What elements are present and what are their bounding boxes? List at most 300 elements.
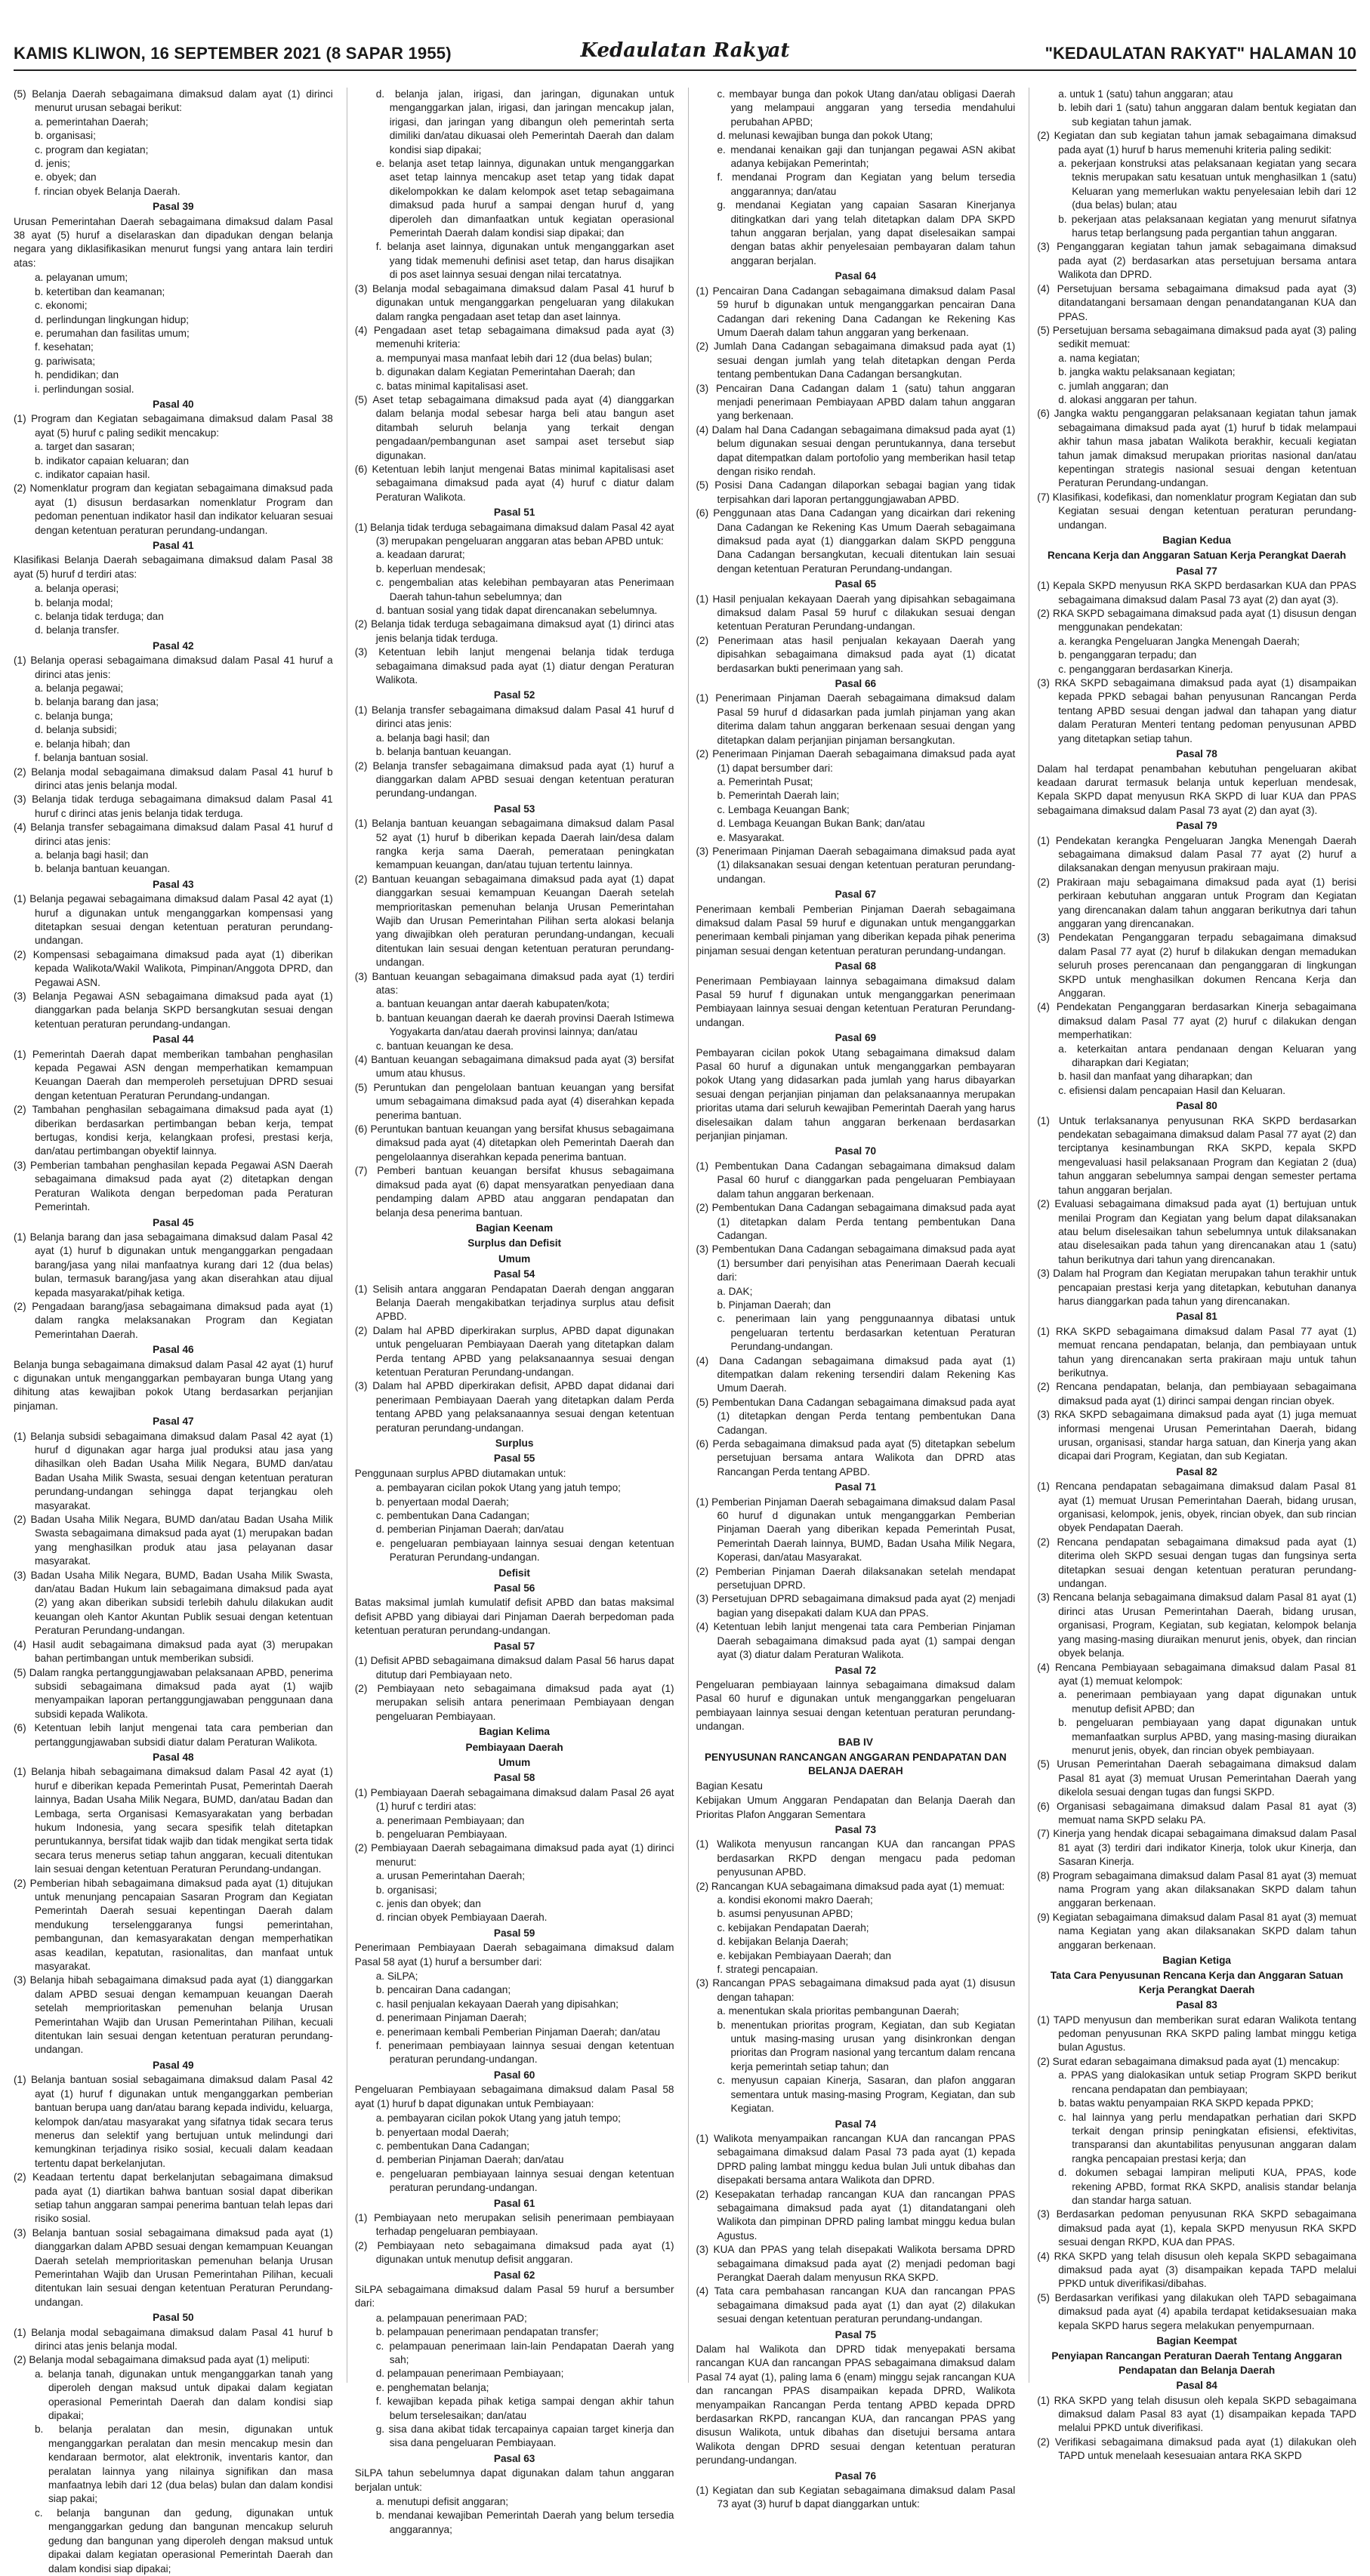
page-header (14, 39, 1356, 71)
list-item: c. Lembaga Keuangan Bank; (717, 803, 850, 815)
list-item: g. mendanai Kegiatan yang capaian Sasaran Kinerjanya ditingkatkan dari yang telah ditetapkan dalam DPA SKPD tahun anggaran berjalan, yang dapat diselesaikan sampai dengan batas akhir penyelesaian pembayaran dalam tahun anggaran berjalan. (717, 199, 1016, 267)
list-item: d. pemberian Pinjaman Daerah; dan/atau (375, 1524, 564, 1536)
clause-item: (1) Belanja bantuan keuangan sebagaimana dimaksud dalam Pasal 52 ayat (1) huruf b diberikan kepada Daerah lain/desa dalam rangka kerja sama Daerah, pemerataan peningkatan kemampuan keuangan, dan/atau tujuan tertentu lainnya. (354, 818, 674, 871)
paragraph: SiLPA tahun sebelumnya dapat digunakan dalam tahun anggaran berjalan untuk: (354, 2467, 674, 2493)
section-heading: Pasal 79 (1176, 820, 1217, 832)
list-item: d. penerimaan Pinjaman Daerah; (375, 2012, 527, 2024)
list-item: b. pencairan Dana cadangan; (375, 1984, 511, 1996)
list-item: d. Lembaga Keuangan Bukan Bank; dan/atau (717, 818, 925, 830)
section-heading: Pasal 69 (835, 1032, 877, 1044)
clause-item: (1) Hasil penjualan kekayaan Daerah yang dipisahkan sebagaimana dimaksud dalam Pasal 59 huruf c dilakukan sesuai dengan ketentuan Peraturan Perundang-undangan. (696, 593, 1016, 633)
list-item: a. Pemerintah Pusat; (717, 775, 813, 787)
clause-item: (5) Persetujuan bersama sebagaimana dimaksud pada ayat (3) paling sedikit memuat: (1037, 324, 1356, 350)
clause-item: (3) Belanja Pegawai ASN sebagaimana dimaksud pada ayat (1) dianggarkan pada belanja SKPD bersangkutan sesuai dengan ketentuan peraturan perundang-undangan. (14, 991, 333, 1030)
list-item: c. jumlah anggaran; dan (1058, 380, 1169, 392)
list-item: a. kondisi ekonomi makro Daerah; (717, 1894, 873, 1906)
section-heading: Pasal 83 (1176, 1999, 1217, 2011)
list-item: g. pariwisata; (35, 355, 96, 367)
clause-item: (4) Ketentuan lebih lanjut mengenai tata cara Pemberian Pinjaman Daerah sebagaimana dimaksud pada ayat (1) sampai dengan ayat (3) diatur dalam Peraturan Walikota. (696, 1621, 1016, 1661)
list-item: b. Pemerintah Daerah lain; (717, 790, 840, 802)
list-item: d. dokumen sebagai lampiran meliputi KUA, PPAS, kode rekening APBD, format RKA SKPD, analisis standar belanja dan standar harga satuan. (1058, 2167, 1356, 2206)
list-item: c. bantuan keuangan ke desa. (375, 1040, 514, 1052)
clause-item: (1) Belanja operasi sebagaimana dimaksud dalam Pasal 41 huruf a dirinci atas jenis: (14, 655, 333, 680)
list-item: a. nama kegiatan; (1058, 352, 1140, 364)
clause-item: (2) Kesepakatan terhadap rancangan KUA dan rancangan PPAS sebagaimana dimaksud pada ayat (1) ditandatangani oleh Walikota dan pimpinan DPRD paling lambat minggu kedua bulan Agustus. (696, 2188, 1016, 2242)
column-3 (688, 88, 1016, 2510)
list-item: c. indikator capaian hasil. (35, 468, 150, 480)
section-heading: Bagian Keempat (1156, 2335, 1237, 2346)
clause-item: (2) Badan Usaha Milik Negara, BUMD dan/atau Badan Usaha Milik Swasta sebagaimana dimaksud pada ayat (1) merupakan badan yang menghasilkan produk atau jasa pelayanan dasar masyarakat. (14, 1514, 333, 1567)
clause-item: (1) RKA SKPD sebagaimana dimaksud dalam Pasal 77 ayat (1) memuat rencana pendapatan, belanja, dan pembiayaan untuk tahun yang direncanakan serta prakiraan maju untuk tahun berikutnya. (1037, 1325, 1356, 1379)
clause-item: (1) Pemerintah Daerah dapat memberikan tambahan penghasilan kepada Pegawai ASN dengan memperhatikan kemampuan Keuangan Daerah dan memperoleh persetujuan DPRD sesuai dengan ketentuan Peraturan Perundang-undangan. (14, 1048, 333, 1102)
list-item: a. SiLPA; (375, 1971, 418, 1983)
section-heading: Pasal 40 (153, 398, 194, 410)
list-item: b. hasil dan manfaat yang diharapkan; dan (1058, 1071, 1253, 1083)
clause-item: (1) Pemberian Pinjaman Daerah sebagaimana dimaksud dalam Pasal 60 huruf d digunakan untuk menganggarkan Pemberian Pinjaman Daerah yang diberikan kepada Pemerintah Pusat, Pemerintah Daerah lainnya, BUMD, Badan Usaha Milik Negara, Koperasi, dan/atau Masyarakat. (696, 1496, 1016, 1564)
list-item: e. Masyarakat. (717, 831, 785, 843)
clause-item: (5) Posisi Dana Cadangan dilaporkan sebagai bagian yang tidak terpisahkan dari laporan pertanggungjawaban APBD. (696, 479, 1016, 505)
section-heading: Pasal 41 (153, 540, 194, 551)
list-item: b. Pinjaman Daerah; dan (717, 1299, 831, 1311)
list-item: a. belanja operasi; (35, 583, 119, 595)
list-item: b. lebih dari 1 (satu) tahun anggaran dalam bentuk kegiatan dan sub kegiatan tahun jamak. (1058, 102, 1356, 128)
list-item: b. bantuan keuangan daerah ke daerah provinsi Daerah Istimewa Yogyakarta dan/atau daerah provinsi lainnya; dan/atau (375, 1012, 674, 1038)
section-heading: Defisit (498, 1567, 530, 1579)
section-heading: Pasal 47 (153, 1416, 194, 1428)
section-heading: Umum (498, 1756, 531, 1768)
list-item: c. jenis dan obyek; dan (375, 1898, 481, 1909)
clause-item: (2) Prakiraan maju sebagaimana dimaksud pada ayat (1) berisi perkiraan kebutuhan anggaran untuk Program dan Kegiatan yang direncanakan dalam tahun anggaran berikutnya dari tahun anggaran yang direncanakan. (1037, 876, 1356, 929)
list-item: a. pelayanan umum; (35, 272, 128, 284)
list-item: a. pekerjaan konstruksi atas pelaksanaan kegiatan yang secara teknis merupakan satu kesatuan untuk menghasilkan 1 (satu) Keluaran yang memerlukan waktu penyelesaian lebih dari 12 (dua belas) bulan; atau (1058, 158, 1356, 211)
list-item: a. menutupi defisit anggaran; (375, 2496, 509, 2508)
clause-item: (1) Walikota menyampaikan rancangan KUA dan rancangan PPAS sebagaimana dimaksud dalam Pasal 73 pada ayat (1) kepada DPRD paling lambat minggu kedua bulan Juli untuk dibahas dan disepakati bersama antara Walikota dan DPRD. (696, 2132, 1016, 2186)
section-heading: Pasal 75 (835, 2328, 877, 2340)
clause-item: (2) Belanja transfer sebagaimana dimaksud pada ayat (1) huruf a dianggarkan dalam APBD sesuai dengan ketentuan peraturan perundang-undangan. (354, 760, 674, 800)
list-item: c. penganggaran berdasarkan Kinerja. (1058, 663, 1233, 675)
list-item: b. penyertaan modal Daerah; (375, 1496, 509, 1508)
list-item: a. urusan Pemerintahan Daerah; (375, 1870, 525, 1882)
list-item: f. rincian obyek Belanja Daerah. (35, 185, 181, 197)
section-heading: Pasal 78 (1176, 748, 1217, 760)
clause-item: (5) Aset tetap sebagaimana dimaksud pada ayat (4) dianggarkan dalam belanja modal sebesar harga beli atau bangun aset ditambah seluruh belanja yang terkait dengan pengadaan/pembangunan aset sampai aset tersebut siap digunakan. (354, 393, 674, 461)
list-item: e. belanja hibah; dan (35, 738, 131, 750)
list-item: e. obyek; dan (35, 171, 97, 183)
paragraph: Belanja bunga sebagaimana dimaksud dalam Pasal 42 ayat (1) huruf c digunakan untuk menganggarkan pembayaran bunga Utang yang dihitung atas kewajiban pokok Utang berdasarkan perjanjian pinjaman. (14, 1358, 333, 1412)
article-columns (14, 88, 1356, 2574)
clause-item: (4) RKA SKPD yang telah disusun oleh kepala SKPD sebagaimana dimaksud pada ayat (3) disampaikan kepada TAPD melalui PPKD untuk diverifikasi/dibahas. (1037, 2250, 1356, 2290)
clause-item: (5) Pembentukan Dana Cadangan sebagaimana dimaksud pada ayat (1) ditetapkan dengan Perda tentang pembentukan Dana Cadangan. (696, 1396, 1016, 1436)
list-item: a. belanja pegawai; (35, 683, 124, 695)
list-item: a. mempunyai masa manfaat lebih dari 12 (dua belas) bulan; (375, 352, 653, 364)
section-heading: Pasal 76 (835, 2470, 877, 2482)
list-item: a. PPAS yang dialokasikan untuk setiap Program SKPD berikut rencana pendapatan dan pembiayaan; (1058, 2069, 1356, 2095)
list-item: e. belanja aset tetap lainnya, digunakan untuk menganggarkan aset tetap lainnya mencakup aset tetap yang tidak dapat dikelompokkan ke dalam kelompok aset tetap sebagaimana dimaksud pada huruf a sampai dengan huruf d, yang diperoleh dan dimanfaatkan untuk kegiatan operasional Pemerintah Daerah dalam kondisi siap dipakai; dan (375, 158, 674, 239)
list-item: a. bantuan keuangan antar daerah kabupaten/kota; (375, 998, 609, 1010)
list-item: d. pemberian Pinjaman Daerah; dan/atau (375, 2154, 564, 2166)
list-item: a. untuk 1 (satu) tahun anggaran; atau (1058, 88, 1233, 100)
clause-item: (3) KUA dan PPAS yang telah disepakati Walikota bersama DPRD sebagaimana dimaksud pada ayat (2) menjadi pedoman bagi Perangkat Daerah dalam menyusun RKA SKPD. (696, 2244, 1016, 2283)
list-item: b. ketertiban dan keamanan; (35, 285, 165, 297)
clause-item: (1) Belanja bantuan sosial sebagaimana dimaksud dalam Pasal 42 ayat (1) huruf f digunakan untuk menganggarkan pemberian bantuan berupa uang dan/atau barang kepada individu, keluarga, kelompok dan/atau masyarakat yang sifatnya tidak secara terus menerus dan selektif yang bertujuan untuk melindungi dari kemungkinan terjadinya risiko sosial, kecuali dalam keadaan tertentu dapat berkelanjutan. (14, 2074, 333, 2169)
list-item: a. menentukan skala prioritas pembangunan Daerah; (717, 2005, 959, 2017)
list-item: f. kesehatan; (35, 341, 94, 353)
clause-item: (4) Belanja transfer sebagaimana dimaksud dalam Pasal 41 huruf d dirinci atas jenis: (14, 821, 333, 847)
clause-item: (2) Pengadaan barang/jasa sebagaimana dimaksud pada ayat (1) dalam rangka melaksanakan Program dan Kegiatan Pemerintahan Daerah. (14, 1300, 333, 1340)
section-heading: Pasal 44 (153, 1034, 194, 1046)
list-item: d. belanja jalan, irigasi, dan jaringan, digunakan untuk menganggarkan jalan, irigasi, dan jaringan mencakup jalan, irigasi, dan jaringan yang dibangun oleh pemerintah serta dimiliki dan/atau dikuasai oleh Pemerintah Daerah dan dalam kondisi siap dipakai; (375, 88, 674, 156)
paragraph: Dalam hal terdapat penambahan kebutuhan pengeluaran akibat keadaan darurat termasuk belanja untuk keperluan mendesak, Kepala SKPD dapat menyusun RKA SKPD di luar KUA dan PPAS sebagaimana dimaksud dalam Pasal 73 ayat (2) dan ayat (3). (1037, 763, 1356, 816)
section-heading: Pasal 67 (835, 889, 877, 901)
clause-item: (1) Pendekatan kerangka Pengeluaran Jangka Menengah Daerah sebagaimana dimaksud dalam Pasal 77 ayat (2) huruf a dilaksanakan dengan menyusun prakiraan maju. (1037, 834, 1356, 874)
list-item: d. pelampauan penerimaan Pembiayaan; (375, 2368, 564, 2380)
clause-item: (3) Pendekatan Penganggaran terpadu sebagaimana dimaksud dalam Pasal 77 ayat (2) huruf b dilakukan dengan memadukan seluruh proses perencanaan dan penganggaran di lingkungan SKPD untuk menghasilkan dokumen Rencana Kerja dan Anggaran. (1037, 932, 1356, 999)
section-heading: Bagian Keenam (476, 1222, 554, 1234)
clause-item: (2) Surat edaran sebagaimana dimaksud pada ayat (1) mencakup: (1037, 2055, 1340, 2067)
clause-item: (1) Rencana pendapatan sebagaimana dimaksud dalam Pasal 81 ayat (1) memuat Urusan Pemerintahan Daerah, bidang urusan, organisasi, kelompok, jenis, obyek, rincian obyek, dan sub rincian obyek Pendapatan Daerah. (1037, 1481, 1356, 1534)
list-item: b. keperluan mendesak; (375, 562, 486, 575)
section-heading: Pasal 81 (1176, 1311, 1217, 1323)
list-item: b. belanja peralatan dan mesin, digunakan untuk menganggarkan peralatan dan mesin mencakup mesin dan kendaraan bermotor, alat elektronik, inventaris kantor, dan peralatan lainnya yang nilainya signifikan dan masa manfaatnya lebih dari 12 (dua belas) bulan dan dalam kondisi siap pakai; (35, 2423, 333, 2505)
section-heading: Pasal 43 (153, 878, 194, 890)
clause-item: (1) Belanja hibah sebagaimana dimaksud dalam Pasal 42 ayat (1) huruf e diberikan kepada Pemerintah Pusat, Pemerintah Daerah lainnya, Badan Usaha Milik Negara, BUMD, dan/atau Badan dan Lembaga, serta Organisasi Kemasyarakatan yang berbadan hukum Indonesia, yang secara spesifik telah ditetapkan peruntukannya, bersifat tidak wajib dan tidak mengikat serta tidak secara terus menerus setiap tahun anggaran, kecuali ditentukan lain sesuai dengan ketentuan Peraturan Perundang-undangan. (14, 1766, 333, 1875)
clause-item: (2) Verifikasi sebagaimana dimaksud pada ayat (1) dilakukan oleh TAPD untuk menelaah kesesuaian antara RKA SKPD (1037, 2436, 1356, 2462)
column-1 (14, 88, 333, 2574)
list-item: a. pemerintahan Daerah; (35, 116, 149, 128)
clause-item: (1) Belanja modal sebagaimana dimaksud dalam Pasal 41 huruf b dirinci atas jenis belanja modal. (14, 2326, 333, 2352)
list-item: d. belanja subsidi; (35, 724, 117, 736)
clause-item: (3) Berdasarkan pedoman penyusunan RKA SKPD sebagaimana dimaksud pada ayat (1), kepala SKPD menyusun RKA SKPD sesuai dengan RKPD, KUA dan PPAS. (1037, 2208, 1356, 2248)
clause-item: (1) Belanja barang dan jasa sebagaimana dimaksud dalam Pasal 42 ayat (1) huruf b digunakan untuk menganggarkan pengadaan barang/jasa yang nilai manfaatnya kurang dari 12 (dua belas) bulan, termasuk barang/jasa yang akan diserahkan atau dijual kepada masyarakat/pihak ketiga. (14, 1231, 333, 1299)
paragraph: Kebijakan Umum Anggaran Pendapatan dan Belanja Daerah dan Prioritas Plafon Anggaran Sementara (696, 1795, 1016, 1820)
section-heading: Pasal 65 (835, 578, 877, 590)
paragraph: Penerimaan kembali Pemberian Pinjaman Daerah sebagaimana dimaksud dalam Pasal 59 huruf e digunakan untuk menganggarkan penerimaan kembali pinjaman yang diberikan kepada pihak penerima pinjaman sesuai dengan ketentuan peraturan perundang-undangan. (696, 903, 1016, 957)
list-item: e. kebijakan Pembiayaan Daerah; dan (717, 1949, 891, 1961)
section-heading: Pasal 82 (1176, 1465, 1217, 1478)
clause-item: (5) Peruntukan dan pengelolaan bantuan keuangan yang bersifat umum sebagaimana dimaksud pada ayat (4) diserahkan kepada penerima bantuan. (354, 1081, 674, 1121)
list-item: a. penerimaan Pembiayaan; dan (375, 1814, 525, 1826)
list-item: b. pengeluaran pembiayaan yang dapat digunakan untuk memanfaatkan surplus APBD, yang masing-masing diuraikan menurut jenis, obyek, dan rincian obyek pembiayaan. (1058, 1717, 1356, 1756)
clause-item: (3) RKA SKPD sebagaimana dimaksud pada ayat (1) disampaikan kepada PPKD sebagai bahan penyusunan Rancangan Perda tentang APBD sesuai dengan jadwal dan tahapan yang diatur dalam Peraturan Menteri tentang pedoman penyusunan APBD yang ditetapkan setiap tahun. (1037, 677, 1356, 744)
clause-item: (1) Defisit APBD sebagaimana dimaksud dalam Pasal 56 harus dapat ditutup dari Pembiayaan neto. (354, 1655, 674, 1681)
masthead-logo: Kedaulatan Rakyat (580, 39, 790, 62)
clause-item: (2) Belanja modal sebagaimana dimaksud pada ayat (1) meliputi: (14, 2354, 310, 2366)
list-item: b. menentukan prioritas program, Kegiatan, dan sub Kegiatan untuk masing-masing urusan yang disinkronkan dengan prioritas dan Program nasional yang tercantum dalam rencana kerja pemerintah setiap tahun; dan (717, 2019, 1016, 2072)
section-heading: Pasal 60 (493, 2069, 535, 2081)
list-item: b. pekerjaan atas pelaksanaan kegiatan yang menurut sifatnya harus tetap berlangsung pada pergantian tahun anggaran. (1058, 213, 1356, 239)
paragraph: Penggunaan surplus APBD diutamakan untuk: (354, 1467, 566, 1479)
list-item: e. pengeluaran pembiayaan lainnya sesuai dengan ketentuan peraturan perundang-undangan. (375, 2168, 674, 2194)
clause-item: (1) Pembiayaan neto merupakan selisih penerimaan pembiayaan terhadap pengeluaran pembiayaan. (354, 2211, 674, 2238)
section-heading: Pasal 53 (493, 803, 535, 815)
clause-item: (3) Persetujuan DPRD sebagaimana dimaksud pada ayat (2) menjadi bagian yang disepakati dalam KUA dan PPAS. (696, 1593, 1016, 1619)
clause-item: (1) Belanja pegawai sebagaimana dimaksud dalam Pasal 42 ayat (1) huruf a digunakan untuk menganggarkan kompensasi yang ditetapkan sesuai dengan ketentuan peraturan perundang-undangan. (14, 893, 333, 947)
section-heading: Pasal 42 (153, 639, 194, 652)
clause-item: (1) Belanja tidak terduga sebagaimana dimaksud dalam Pasal 42 ayat (3) merupakan pengeluaran anggaran atas beban APBD untuk: (354, 521, 674, 547)
list-item: c. menyusun capaian Kinerja, Sasaran, dan plafon anggaran sementara untuk masing-masing Program, Kegiatan, dan sub Kegiatan. (717, 2075, 1016, 2115)
clause-item: (3) Dalam hal APBD diperkirakan defisit, APBD dapat didanai dari penerimaan Pembiayaan Daerah yang ditetapkan dalam Perda tentang APBD yang pelaksanaannya sesuai dengan ketentuan peraturan perundang-undangan. (354, 1380, 674, 1434)
section-heading: Bagian Kedua (1162, 535, 1231, 546)
clause-item: (4) Pendekatan Penganggaran berdasarkan Kinerja sebagaimana dimaksud dalam Pasal 77 ayat (2) huruf c dilakukan dengan memperhatikan: (1037, 1001, 1356, 1041)
clause-item: (1) Belanja transfer sebagaimana dimaksud dalam Pasal 41 huruf d dirinci atas jenis: (354, 704, 674, 730)
clause-item: (1) Program dan Kegiatan sebagaimana dimaksud dalam Pasal 38 ayat (5) huruf c paling sedikit mencakup: (14, 413, 333, 439)
list-item: d. bantuan sosial yang tidak dapat direncanakan sebelumnya. (375, 605, 658, 617)
list-item: c. belanja bangunan dan gedung, digunakan untuk menganggarkan gedung dan bangunan mencakup seluruh gedung dan bangunan yang diperoleh dengan maksud untuk dipakai dalam kegiatan operasional Pemerintah Daerah dan dalam kondisi siap dipakai; (35, 2507, 333, 2574)
list-item: a. keadaan darurat; (375, 549, 465, 561)
clause-item: (2) Keadaan tertentu dapat berkelanjutan sebagaimana dimaksud pada ayat (1) diartikan bahwa bantuan sosial dapat diberikan setiap tahun anggaran sampai penerima bantuan telah lepas dari risiko sosial. (14, 2171, 333, 2225)
clause-item: (2) Nomenklatur program dan kegiatan sebagaimana dimaksud pada ayat (1) disusun berdasarkan nomenklatur Program dan pedoman penentuan indikator hasil dan indikator keluaran sesuai dengan ketentuan peraturan perundang-undangan. (14, 482, 333, 536)
clause-item: (3) Ketentuan lebih lanjut mengenai belanja tidak terduga sebagaimana dimaksud pada ayat (1) diatur dengan Peraturan Walikota. (354, 646, 674, 686)
list-item: a. penerimaan pembiayaan yang dapat digunakan untuk menutup defisit APBD; dan (1058, 1689, 1356, 1715)
section-heading: Pasal 51 (493, 507, 535, 519)
paragraph: Penerimaan Pembiayaan Daerah sebagaimana dimaksud dalam Pasal 58 ayat (1) huruf a bersumber dari: (354, 1942, 674, 1967)
clause-item: (3) Pencairan Dana Cadangan dalam 1 (satu) tahun anggaran menjadi penerimaan Pembiayaan APBD dalam tahun anggaran yang berkenaan. (696, 382, 1016, 422)
clause-item: (1) Penerimaan Pinjaman Daerah sebagaimana dimaksud dalam Pasal 59 huruf d didasarkan pada jumlah pinjaman yang akan diterima dalam tahun anggaran berkenaan sesuai dengan yang ditetapkan dalam perjanjian pinjaman bersangkutan. (696, 692, 1016, 746)
clause-item: (6) Peruntukan bantuan keuangan yang bersifat khusus sebagaimana dimaksud pada ayat (4) ditetapkan oleh Pemerintah Daerah dan pengelolaannya diserahkan kepada penerima bantuan. (354, 1123, 674, 1163)
list-item: a. belanja bagi hasil; dan (35, 849, 149, 861)
list-item: b. indikator capaian keluaran; dan (35, 454, 190, 467)
clause-item: (2) Evaluasi sebagaimana dimaksud pada ayat (1) bertujuan untuk menilai Program dan Kegiatan yang belum dapat dilaksanakan atau belum diselesaikan tahun sebelumnya untuk dilaksanakan atau diselesaikan pada tahun yang direncanakan atau 1 (satu) tahun berikutnya dari tahun yang direncanakan. (1037, 1198, 1356, 1265)
section-heading: Pasal 45 (153, 1216, 194, 1228)
list-item: a. belanja bagi hasil; dan (375, 732, 490, 744)
clause-item: (7) Pemberi bantuan keuangan bersifat khusus sebagaimana dimaksud pada ayat (6) dapat mensyaratkan penyediaan dana pendamping dalam APBD atau anggaran pendapatan dan belanja desa penerima bantuan. (354, 1165, 674, 1219)
list-item: f. strategi pencapaian. (717, 1964, 819, 1976)
section-heading: Pasal 72 (835, 1664, 877, 1676)
list-item: e. mendanai kenaikan gaji dan tunjangan pegawai ASN akibat adanya kebijakan Pemerintah; (717, 143, 1016, 170)
list-item: c. batas minimal kapitalisasi aset. (375, 380, 529, 392)
list-item: b. belanja modal; (35, 596, 113, 609)
section-heading: Pasal 57 (493, 1640, 535, 1652)
issue-date: KAMIS KLIWON, 16 SEPTEMBER 2021 (8 SAPAR 1955) (14, 44, 452, 63)
paragraph: SiLPA sebagaimana dimaksud dalam Pasal 59 huruf a bersumber dari: (354, 2283, 674, 2309)
section-heading: Pasal 39 (153, 201, 194, 213)
section-heading: Penyiapan Rancangan Peraturan Daerah Tentang Anggaran Pendapatan dan Belanja Daerah (1051, 2350, 1342, 2376)
list-item: f. kewajiban kepada pihak ketiga sampai dengan akhir tahun belum terselesaikan; dan/atau (375, 2396, 674, 2421)
clause-item: (2) Jumlah Dana Cadangan sebagaimana dimaksud pada ayat (1) sesuai dengan jumlah yang telah ditetapkan dengan Perda tentang pembentukan Dana Cadangan bersangkutan. (696, 340, 1016, 381)
list-item: d. jenis; (35, 158, 70, 170)
paragraph: Penerimaan Pembiayaan lainnya sebagaimana dimaksud dalam Pasal 59 huruf f digunakan untuk menganggarkan penerimaan Pembiayaan lainnya sesuai dengan ketentuan Peraturan Perundang-undangan. (696, 975, 1016, 1028)
clause-item: (3) Penganggaran kegiatan tahun jamak sebagaimana dimaksud pada ayat (2) berdasarkan atas persetujuan bersama antara Walikota dan DPRD. (1037, 241, 1356, 281)
clause-item: (5) Urusan Pemerintahan Daerah sebagaimana dimaksud dalam Pasal 81 ayat (3) memuat Urusan Pemerintahan Daerah yang dikelola sesuai dengan tugas dan fungsi SKPD. (1037, 1758, 1356, 1798)
list-item: f. penerimaan pembiayaan lainnya sesuai dengan ketentuan peraturan perundang-undangan. (375, 2040, 674, 2066)
clause-item: (2) Kegiatan dan sub kegiatan tahun jamak sebagaimana dimaksud pada ayat (1) huruf b harus memenuhi kriteria paling sedikit: (1037, 130, 1356, 156)
section-heading: Pasal 80 (1176, 1100, 1217, 1112)
section-heading: Pasal 52 (493, 689, 535, 701)
clause-item: (4) Bantuan keuangan sebagaimana dimaksud pada ayat (3) bersifat umum atau khusus. (354, 1054, 674, 1080)
clause-item: (2) Penerimaan atas hasil penjualan kekayaan Daerah yang dipisahkan sebagaimana dimaksud pada ayat (1) dicatat berdasarkan bukti penerimaan yang sah. (696, 634, 1016, 674)
list-item: a. pembayaran cicilan pokok Utang yang jatuh tempo; (375, 1482, 621, 1494)
list-item: b. penyertaan modal Daerah; (375, 2126, 509, 2138)
list-item: b. mendanai kewajiban Pemerintah Daerah yang belum tersedia anggarannya; (375, 2510, 674, 2535)
list-item: b. organisasi; (375, 1884, 437, 1896)
clause-item: (4) Persetujuan bersama sebagaimana dimaksud pada ayat (3) ditandatangani bersamaan dengan penandatanganan KUA dan PPAS. (1037, 282, 1356, 322)
clause-item: (1) Kegiatan dan sub Kegiatan sebagaimana dimaksud dalam Pasal 73 ayat (3) huruf b dapat dianggarkan untuk: (696, 2485, 1016, 2510)
clause-item: (2) Belanja tidak terduga sebagaimana dimaksud ayat (1) dirinci atas jenis belanja tidak terduga. (354, 618, 674, 644)
list-item: c. membayar bunga dan pokok Utang dan/atau obligasi Daerah yang melampaui anggaran yang tersedia mendahului perubahan APBD; (717, 88, 1016, 128)
clause-item: (1) Belanja subsidi sebagaimana dimaksud dalam Pasal 42 ayat (1) huruf d digunakan agar harga jual produksi atau jasa yang dihasilkan oleh Badan Usaha Milik Negara, BUMD dan/atau Badan Usaha Milik Swasta, sesuai dengan ketentuan peraturan perundang-undangan sehingga dapat terjangkau oleh masyarakat. (14, 1430, 333, 1511)
section-heading: Bagian Kelima (479, 1726, 550, 1738)
clause-item: (3) Belanja hibah sebagaimana dimaksud pada ayat (1) dianggarkan dalam APBD sesuai dengan kemampuan keuangan Daerah setelah memprioritaskan pemenuhan belanja Urusan Pemerintahan Wajib dan Urusan Pemerintahan Pilihan, kecuali ditentukan lain sesuai dengan ketentuan peraturan perundang-undangan. (14, 1974, 333, 2056)
clause-item: (1) Kepala SKPD menyusun RKA SKPD berdasarkan KUA dan PPAS sebagaimana dimaksud dalam Pasal 73 ayat (2) dan ayat (3). (1037, 580, 1356, 605)
section-heading: PENYUSUNAN RANCANGAN ANGGARAN PENDAPATAN DAN BELANJA DAERAH (704, 1751, 1007, 1777)
clause-item: (3) Belanja tidak terduga sebagaimana dimaksud dalam Pasal 41 huruf c dirinci atas jenis belanja tidak terduga. (14, 793, 333, 819)
clause-item: (3) Bantuan keuangan sebagaimana dimaksud pada ayat (1) terdiri atas: (354, 970, 674, 996)
list-item: a. pembayaran cicilan pokok Utang yang jatuh tempo; (375, 2112, 621, 2125)
section-heading: Umum (498, 1253, 531, 1265)
clause-item: (6) Ketentuan lebih lanjut mengenai tata cara pemberian dan pertanggungjawaban subsidi diatur dalam Peraturan Walikota. (14, 1722, 333, 1748)
section-heading: Tata Cara Penyusunan Rencana Kerja dan Anggaran Satuan Kerja Perangkat Daerah (1050, 1970, 1344, 1995)
clause-item: (5) Belanja Daerah sebagaimana dimaksud dalam ayat (1) dirinci menurut urusan sebagai berikut: (14, 88, 333, 114)
list-item: i. perlindungan sosial. (35, 383, 134, 395)
list-item: c. penerimaan lain yang penggunaannya dibatasi untuk pengeluaran tertentu berdasarkan ketentuan Peraturan Perundang-undangan. (717, 1313, 1016, 1353)
paragraph: Bagian Kesatu (696, 1779, 763, 1792)
section-heading: Rencana Kerja dan Anggaran Satuan Kerja Perangkat Daerah (1047, 550, 1347, 562)
list-item: c. hasil penjualan kekayaan Daerah yang dipisahkan; (375, 1998, 619, 2010)
list-item: b. jangka waktu pelaksanaan kegiatan; (1058, 366, 1236, 378)
list-item: h. pendidikan; dan (35, 369, 119, 381)
clause-item: (6) Ketentuan lebih lanjut mengenai Batas minimal kapitalisasi aset sebagaimana dimaksud pada ayat (4) huruf c diatur dalam Peraturan Walikota. (354, 463, 674, 503)
section-heading: Pasal 46 (153, 1344, 194, 1356)
list-item: c. hal lainnya yang perlu mendapatkan perhatian dari SKPD terkait dengan prinsip peningkatan efisiensi, efektivitas, transparansi dan akuntabilitas penyusunan anggaran dalam rangka pencapaian prestasi kerja; dan (1058, 2111, 1356, 2165)
clause-item: (3) Belanja bantuan sosial sebagaimana dimaksud pada ayat (1) dianggarkan dalam APBD sesuai dengan kemampuan Keuangan Daerah setelah memprioritaskan pemenuhan belanja Urusan Pemerintahan Wajib dan Urusan Pemerintahan Pilihan, kecuali ditentukan lain sesuai dengan ketentuan Peraturan Perundang-undangan. (14, 2226, 333, 2308)
clause-item: (3) Rancangan PPAS sebagaimana dimaksud pada ayat (1) disusun dengan tahapan: (696, 1977, 1016, 2003)
paragraph: Urusan Pemerintahan Daerah sebagaimana dimaksud dalam Pasal 38 ayat (5) huruf a diselaraskan dan dipadukan dengan belanja negara yang diklasifikasikan menurut fungsi yang antara lain terdiri atas: (14, 215, 333, 269)
list-item: f. mendanai Program dan Kegiatan yang belum tersedia anggarannya; dan/atau (717, 171, 1016, 197)
list-item: c. ekonomi; (35, 300, 88, 312)
clause-item: (7) Klasifikasi, kodefikasi, dan nomenklatur program Kegiatan dan sub Kegiatan sesuai dengan ketentuan peraturan perundang-undangan. (1037, 491, 1356, 531)
list-item: b. belanja bantuan keuangan. (375, 746, 511, 758)
list-item: c. kebijakan Pendapatan Daerah; (717, 1921, 869, 1934)
section-heading: Pasal 62 (493, 2269, 535, 2281)
list-item: e. penerimaan kembali Pemberian Pinjaman Daerah; dan/atau (375, 2026, 661, 2038)
section-heading: Pasal 66 (835, 678, 877, 690)
list-item: b. asumsi penyusunan APBD; (717, 1908, 853, 1920)
list-item: b. organisasi; (35, 130, 96, 142)
clause-item: (1) Pembentukan Dana Cadangan sebagaimana dimaksud dalam Pasal 60 huruf c dianggarkan pada pengeluaran Pembiayaan dalam tahun anggaran berkenaan. (696, 1160, 1016, 1200)
section-heading: Bagian Ketiga (1162, 1955, 1231, 1967)
paragraph: Klasifikasi Belanja Daerah sebagaimana dimaksud dalam Pasal 38 ayat (5) huruf d terdiri atas: (14, 554, 333, 580)
paragraph: Batas maksimal jumlah kumulatif defisit APBD dan batas maksimal defisit APBD yang dibiayai dari Pinjaman Daerah berpedoman pada ketentuan peraturan perundang-undangan. (354, 1597, 674, 1637)
clause-item: (4) Pengadaan aset tetap sebagaimana dimaksud pada ayat (3) memenuhi kriteria: (354, 324, 674, 350)
clause-item: (2) Pembentukan Dana Cadangan sebagaimana dimaksud pada ayat (1) ditetapkan dalam Perda tentang pembentukan Dana Cadangan. (696, 1202, 1016, 1241)
list-item: a. target dan sasaran; (35, 441, 135, 453)
clause-item: (3) RKA SKPD sebagaimana dimaksud pada ayat (1) juga memuat informasi mengenai Urusan Pemerintahan Daerah, bidang urusan, organisasi, standar harga satuan, dan Kinerja yang akan dicapai dari Program, Kegiatan, dan sub Kegiatan. (1037, 1409, 1356, 1462)
list-item: c. pengembalian atas kelebihan pembayaran atas Penerimaan Daerah tahun-tahun sebelumnya; dan (375, 577, 674, 602)
list-item: e. penghematan belanja; (375, 2381, 489, 2393)
list-item: b. digunakan dalam Kegiatan Pemerintahan Daerah; dan (375, 366, 635, 378)
list-item: d. kebijakan Belanja Daerah; (717, 1936, 849, 1948)
clause-item: (5) Dalam rangka pertanggungjawaban pelaksanaan APBD, penerima subsidi sebagaimana dimaksud pada ayat (1) wajib menyampaikan laporan pertanggungjawaban penggunaan dana subsidi kepada Walikota. (14, 1666, 333, 1720)
clause-item: (6) Jangka waktu penganggaran pelaksanaan kegiatan tahun jamak sebagaimana dimaksud pada ayat (1) huruf b tidak melampaui akhir tahun masa jabatan Walikota berakhir, kecuali kegiatan tahun jamak dimaksud merupakan prioritas nasional dan/atau kepentingan strategis nasional sesuai dengan ketentuan Peraturan Perundang-undangan. (1037, 408, 1356, 489)
section-heading: Pasal 63 (493, 2452, 535, 2464)
clause-item: (2) Penerimaan Pinjaman Daerah sebagaimana dimaksud pada ayat (1) dapat bersumber dari: (696, 748, 1016, 774)
clause-item: (5) Berdasarkan verifikasi yang dilakukan oleh TAPD sebagaimana dimaksud pada ayat (4) apabila terdapat ketidaksesuaian maka kepala SKPD harus segera melakukan penyempurnaan. (1037, 2291, 1356, 2331)
clause-item: (2) Rencana pendapatan sebagaimana dimaksud pada ayat (1) diterima oleh SKPD sesuai dengan tugas dan fungsinya serta ditetapkan sesuai dengan ketentuan peraturan perundang-undangan. (1037, 1536, 1356, 1590)
clause-item: (4) Tata cara pembahasan rancangan KUA dan rancangan PPAS sebagaimana dimaksud pada ayat (1) dan ayat (2) dilakukan sesuai dengan ketentuan peraturan perundang-undangan. (696, 2285, 1016, 2325)
list-item: b. pengeluaran Pembiayaan. (375, 1828, 508, 1840)
section-heading: Pasal 70 (835, 1145, 877, 1157)
section-heading: Pasal 68 (835, 960, 877, 972)
paragraph: Pembayaran cicilan pokok Utang sebagaimana dimaksud dalam Pasal 60 huruf a digunakan untuk menganggarkan pembayaran pokok Utang yang didasarkan pada jumlah yang harus dibayarkan sesuai dengan perjanjian pinjaman dan pelaksanaannya merupakan prioritas utama dari seluruh kewajiban Pemerintah Daerah yang harus diselesaikan dalam tahun anggaran berkenaan berdasarkan perjanjian pinjaman. (696, 1046, 1016, 1142)
list-item: e. pengeluaran pembiayaan lainnya sesuai dengan ketentuan Peraturan Perundang-undangan. (375, 1537, 674, 1564)
clause-item: (1) RKA SKPD yang telah disusun oleh kepala SKPD sebagaimana dimaksud dalam Pasal 83 ayat (1) disampaikan kepada TAPD melalui PPKD untuk diverifikasi. (1037, 2394, 1356, 2434)
list-item: a. DAK; (717, 1285, 753, 1297)
section-heading: Pasal 74 (835, 2118, 877, 2130)
paragraph: Pengeluaran pembiayaan lainnya sebagaimana dimaksud dalam Pasal 60 huruf e digunakan untuk menganggarkan pengeluaran pembiayaan lainnya sesuai dengan ketentuan peraturan perundang-undangan. (696, 1678, 1016, 1733)
clause-item: (3) Rencana belanja sebagaimana dimaksud dalam Pasal 81 ayat (1) dirinci atas Urusan Pemerintahan Daerah, bidang urusan, organisasi, Program, Kegiatan, sub kegiatan, kelompok belanja yang masing-masing diuraikan menurut jenis, obyek, dan rincian obyek belanja. (1037, 1592, 1356, 1659)
page-label: "KEDAULATAN RAKYAT" HALAMAN 10 (1044, 44, 1356, 63)
section-heading: Pasal 84 (1176, 2380, 1217, 2392)
clause-item: (8) Program sebagaimana dimaksud dalam Pasal 81 ayat (3) memuat nama Program yang akan dilaksanakan SKPD dalam tahun anggaran berkenaan. (1037, 1869, 1356, 1909)
clause-item: (2) Pemberian Pinjaman Daerah dilaksanakan setelah mendapat persetujuan DPRD. (696, 1565, 1016, 1592)
clause-item: (1) Pencairan Dana Cadangan sebagaimana dimaksud dalam Pasal 59 huruf b digunakan untuk menganggarkan pencairan Dana Cadangan dari rekening Dana Cadangan ke Rekening Kas Umum Daerah dalam tahun anggaran yang berkenaan. (696, 285, 1016, 338)
list-item: c. efisiensi dalam pencapaian Hasil dan Keluaran. (1058, 1084, 1286, 1096)
section-heading: Pasal 56 (493, 1582, 535, 1595)
list-item: d. belanja transfer. (35, 624, 119, 636)
clause-item: (1) Untuk terlaksananya penyusunan RKA SKPD berdasarkan pendekatan sebagaimana dimaksud dalam Pasal 77 ayat (2) dan terciptanya kesinambungan RKA SKPD, kepala SKPD mengevaluasi hasil pelaksanaan Program dan Kegiatan 2 (dua) tahun anggaran sebelumnya sampai dengan semester pertama tahun anggaran berjalan. (1037, 1114, 1356, 1196)
clause-item: (3) Pembentukan Dana Cadangan sebagaimana dimaksud pada ayat (1) bersumber dari penyisihan atas Penerimaan Daerah kecuali dari: (696, 1243, 1016, 1283)
clause-item: (9) Kegiatan sebagaimana dimaksud dalam Pasal 81 ayat (3) memuat nama Kegiatan yang akan dilaksanakan SKPD dalam tahun anggaran berkenaan. (1037, 1911, 1356, 1951)
section-heading: Surplus (495, 1437, 534, 1449)
clause-item: (7) Kinerja yang hendak dicapai sebagaimana dimaksud dalam Pasal 81 ayat (3) terdiri dari indikator Kinerja, tolok ukur Kinerja, dan Sasaran Kinerja. (1037, 1828, 1356, 1868)
paragraph: Dalam hal Walikota dan DPRD tidak menyepakati bersama rancangan KUA dan rancangan PPAS sebagaimana dimaksud dalam Pasal 74 ayat (1), paling lama 6 (enam) minggu sejak rancangan KUA dan rancangan PPAS disampaikan kepada DPRD, Walikota menyampaikan Rancangan Perda tentang APBD kepada DPRD berdasarkan RKPD, rancangan KUA, dan rancangan PPAS yang disusun Walikota, untuk dibahas dan disetujui bersama antara Walikota dengan DPRD sesuai dengan ketentuan peraturan perundang-undangan. (696, 2343, 1016, 2467)
list-item: e. perumahan dan fasilitas umum; (35, 327, 190, 339)
clause-item: (3) Badan Usaha Milik Negara, BUMD, Badan Usaha Milik Swasta, dan/atau Badan Hukum lain sebagaimana dimaksud pada ayat (2) yang akan diberikan subsidi terlebih dahulu dilakukan audit keuangan oleh Kantor Akuntan Publik sesuai dengan ketentuan Peraturan Perundang-undangan. (14, 1569, 333, 1637)
list-item: f. belanja bantuan sosial. (35, 752, 149, 764)
section-heading: Pasal 59 (493, 1927, 535, 1939)
clause-item: (6) Perda sebagaimana dimaksud pada ayat (5) ditetapkan sebelum persetujuan bersama antara Walikota dan DPRD atas Rancangan Perda tentang APBD. (696, 1438, 1016, 1478)
list-item: d. rincian obyek Pembiayaan Daerah. (375, 1912, 548, 1924)
clause-item: (4) Dana Cadangan sebagaimana dimaksud pada ayat (1) ditempatkan dalam rekening tersendiri dalam Rekening Kas Umum Daerah. (696, 1354, 1016, 1394)
list-item: f. belanja aset lainnya, digunakan untuk menganggarkan aset yang tidak memenuhi definisi aset tetap, dan harus disajikan di pos aset lainnya sesuai dengan nilai tercatatnya. (375, 241, 674, 281)
list-item: b. pelampauan penerimaan pendapatan transfer; (375, 2326, 599, 2338)
clause-item: (2) Rancangan KUA sebagaimana dimaksud pada ayat (1) memuat: (696, 1880, 1005, 1892)
section-heading: Pasal 71 (835, 1481, 877, 1493)
clause-item: (2) Belanja modal sebagaimana dimaksud dalam Pasal 41 huruf b dirinci atas jenis belanja modal. (14, 766, 333, 791)
list-item: c. belanja bunga; (35, 710, 113, 722)
clause-item: (1) Selisih antara anggaran Pendapatan Daerah dengan anggaran Belanja Daerah mengakibatkan terjadinya surplus atau defisit APBD. (354, 1283, 674, 1323)
list-item: a. keterkaitan antara pendanaan dengan Keluaran yang diharapkan dari Kegiatan; (1058, 1043, 1356, 1069)
column-4 (1029, 88, 1356, 2462)
section-heading: Pasal 54 (493, 1268, 535, 1280)
section-heading: Pasal 77 (1176, 565, 1217, 577)
clause-item: (4) Hasil audit sebagaimana dimaksud pada ayat (3) merupakan bahan pertimbangan untuk memberikan subsidi. (14, 1638, 333, 1665)
list-item: a. belanja tanah, digunakan untuk menganggarkan tanah yang diperoleh dengan maksud untuk dipakai dalam kegiatan operasional Pemerintah Daerah dan dalam kondisi siap dipakai; (35, 2368, 333, 2422)
column-2 (347, 88, 674, 2535)
section-heading: Pasal 73 (835, 1823, 877, 1835)
section-heading: Pasal 55 (493, 1453, 535, 1465)
clause-item: (4) Rencana Pembiayaan sebagaimana dimaksud dalam Pasal 81 ayat (1) memuat kelompok: (1037, 1661, 1356, 1687)
clause-item: (2) Pembiayaan neto sebagaimana dimaksud pada ayat (1) merupakan selisih antara penerimaan Pembiayaan dengan pengeluaran Pembiayaan. (354, 1682, 674, 1722)
section-heading: Pasal 61 (493, 2197, 535, 2209)
clause-item: (2) Dalam hal APBD diperkirakan surplus, APBD dapat digunakan untuk pengeluaran Pembiayaan Daerah yang ditetapkan dalam Perda tentang APBD yang pelaksanaannya sesuai dengan ketentuan Peraturan Perundang-undangan. (354, 1324, 674, 1378)
section-heading: BAB IV (838, 1736, 873, 1748)
section-heading: Pasal 50 (153, 2312, 194, 2324)
clause-item: (1) Pembiayaan Daerah sebagaimana dimaksud dalam Pasal 26 ayat (1) huruf c terdiri atas: (354, 1786, 674, 1813)
list-item: b. penganggaran terpadu; dan (1058, 649, 1197, 661)
paragraph: Pengeluaran Pembiayaan sebagaimana dimaksud dalam Pasal 58 ayat (1) huruf b dapat digunakan untuk Pembiayaan: (354, 2084, 674, 2109)
section-heading: Pembiayaan Daerah (465, 1741, 563, 1753)
clause-item: (6) Penggunaan atas Dana Cadangan yang dicairkan dari rekening Dana Cadangan ke Rekening Kas Umum Daerah sebagaimana dimaksud pada ayat (1) dianggarkan dalam SKPD pengguna Dana Cadangan bersangkutan, kecuali ditentukan lain sesuai dengan ketentuan Peraturan Perundang-undangan. (696, 507, 1016, 575)
clause-item: (2) Rencana pendapatan, belanja, dan pembiayaan sebagaimana dimaksud pada ayat (1) dirinci sampai dengan rincian obyek. (1037, 1381, 1356, 1407)
section-heading: Pasal 48 (153, 1751, 194, 1763)
list-item: b. belanja barang dan jasa; (35, 696, 159, 708)
section-heading: Surplus dan Defisit (467, 1237, 562, 1249)
list-item: c. pembentukan Dana Cadangan; (375, 1510, 530, 1522)
clause-item: (6) Organisasi sebagaimana dimaksud dalam Pasal 81 ayat (3) memuat nama SKPD selaku PA. (1037, 1800, 1356, 1826)
clause-item: (3) Pemberian tambahan penghasilan kepada Pegawai ASN Daerah sebagaimana dimaksud pada ayat (2) ditetapkan dengan Peraturan Walikota dengan berpedoman pada Peraturan Pemerintah. (14, 1159, 333, 1213)
clause-item: (3) Penerimaan Pinjaman Daerah sebagaimana dimaksud pada ayat (1) dilaksanakan sesuai dengan ketentuan peraturan perundang-undangan. (696, 845, 1016, 885)
